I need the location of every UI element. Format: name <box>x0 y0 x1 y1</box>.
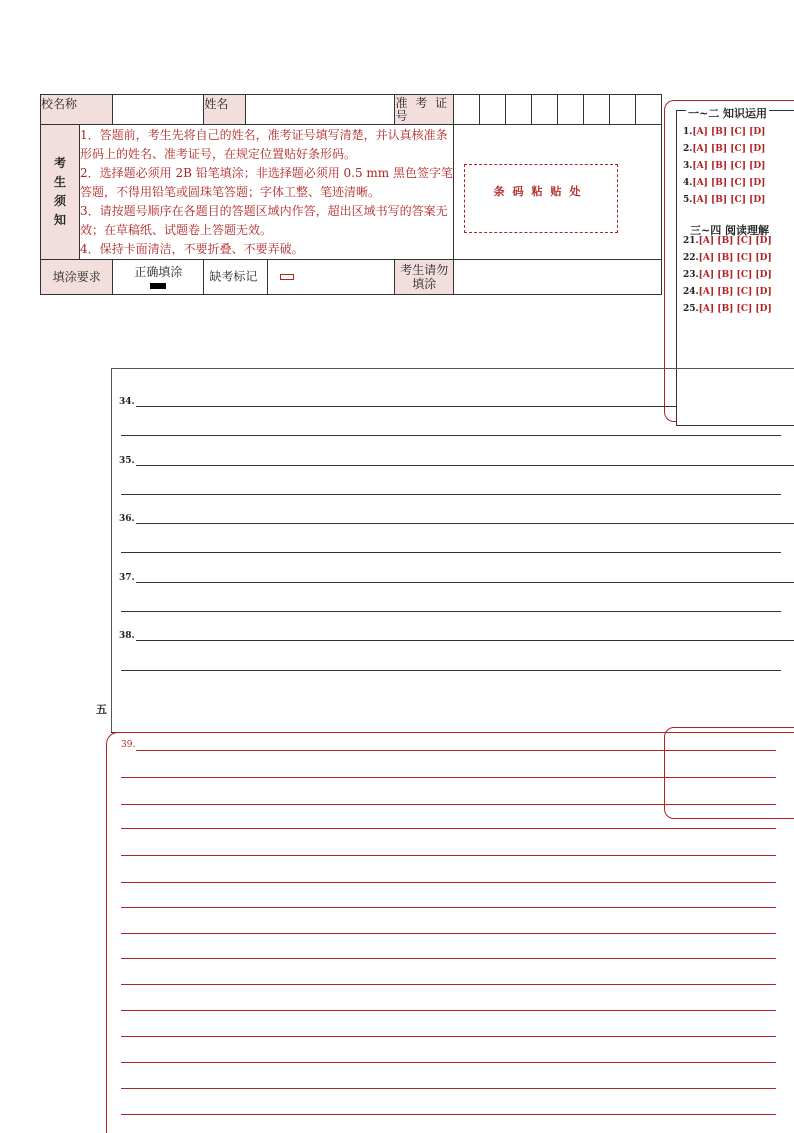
writing-line[interactable] <box>121 1114 776 1115</box>
section5-label: 五 <box>96 703 107 716</box>
name-field[interactable] <box>246 95 395 125</box>
question-number: 36. <box>119 514 135 524</box>
writing-question-number: 39. <box>121 740 136 750</box>
question-number: 34. <box>119 397 135 407</box>
answer-line[interactable] <box>136 406 676 407</box>
choice-item[interactable]: 2.[A] [B] [C] [D] <box>683 144 766 154</box>
admission-digit[interactable] <box>636 95 662 125</box>
writing-line[interactable] <box>121 984 776 985</box>
writing-line[interactable] <box>121 828 776 829</box>
writing-line[interactable] <box>121 855 776 856</box>
note-line: 4．保持卡面清洁，不要折叠、不要弄破。 <box>80 242 304 256</box>
school-label: 校名称 <box>41 95 113 125</box>
writing-line[interactable] <box>121 882 776 883</box>
writing-line[interactable] <box>121 804 776 805</box>
answer-line[interactable] <box>136 523 794 524</box>
admission-digit[interactable] <box>558 95 584 125</box>
section2-title: 三~四 阅读理解 <box>690 224 770 237</box>
writing-line[interactable] <box>121 1062 776 1063</box>
answer-line[interactable] <box>136 582 794 583</box>
no-fill-label: 考生请勿填涂 <box>395 260 454 295</box>
correct-fill-cell <box>113 260 204 295</box>
note-line: 1．答题前，考生先将自己的姓名，准考证号填写清楚，并认真核准条 <box>80 128 448 142</box>
writing-line[interactable] <box>121 1010 776 1011</box>
choice-item[interactable]: 23.[A] [B] [C] [D] <box>683 270 772 280</box>
choice-item[interactable]: 24.[A] [B] [C] [D] <box>683 287 772 297</box>
name-label: 姓名 <box>204 95 246 125</box>
fill-requirement-label: 填涂要求 <box>41 260 113 295</box>
notice-list <box>80 125 454 260</box>
choice-item[interactable]: 21.[A] [B] [C] [D] <box>683 236 772 246</box>
writing-line[interactable] <box>121 1036 776 1037</box>
choice-item[interactable]: 1.[A] [B] [C] [D] <box>683 127 766 137</box>
writing-line[interactable] <box>136 750 776 751</box>
question-number: 37. <box>119 573 135 583</box>
barcode-placeholder: 条码粘贴处 <box>464 164 618 233</box>
filled-mark-icon <box>150 283 166 289</box>
writing-area-corner-frame <box>664 727 794 819</box>
answer-line[interactable] <box>121 435 781 436</box>
notice-title: 考生须知 <box>41 125 80 260</box>
choice-item[interactable]: 25.[A] [B] [C] [D] <box>683 304 772 314</box>
writing-line[interactable] <box>121 933 776 934</box>
absent-label: 缺考标记 <box>209 269 258 284</box>
absent-cell <box>204 260 395 295</box>
writing-line[interactable] <box>121 777 776 778</box>
answer-line[interactable] <box>121 552 781 553</box>
note-line: 答题，不得用铅笔或圆珠笔答题；字体工整、笔迹清晰。 <box>80 185 381 199</box>
question-number: 35. <box>119 456 135 466</box>
section1-title: 一~二 知识运用 <box>688 107 768 120</box>
answer-line[interactable] <box>121 494 781 495</box>
writing-line[interactable] <box>121 907 776 908</box>
choice-item[interactable]: 4.[A] [B] [C] [D] <box>683 178 766 188</box>
blank-cell <box>454 260 662 295</box>
choice-item[interactable]: 22.[A] [B] [C] [D] <box>683 253 772 263</box>
answer-line[interactable] <box>136 640 794 641</box>
correct-fill-label: 正确填涂 <box>134 265 183 279</box>
writing-line[interactable] <box>121 1088 776 1089</box>
answer-area <box>111 368 794 733</box>
question-number: 38. <box>119 631 135 641</box>
note-line: 效；在草稿纸、试题卷上答题无效。 <box>80 223 273 237</box>
admission-digit[interactable] <box>584 95 610 125</box>
admission-digit[interactable] <box>532 95 558 125</box>
writing-line[interactable] <box>121 958 776 959</box>
admission-digit[interactable] <box>610 95 636 125</box>
answer-line[interactable] <box>121 670 781 671</box>
admission-digit[interactable] <box>506 95 532 125</box>
answer-line[interactable] <box>121 611 781 612</box>
choice-item[interactable]: 5.[A] [B] [C] [D] <box>683 195 766 205</box>
note-line: 形码上的姓名、准考证号，在规定位置贴好条形码。 <box>80 147 357 161</box>
admission-digit[interactable] <box>454 95 480 125</box>
admission-digit[interactable] <box>480 95 506 125</box>
answer-line[interactable] <box>136 465 794 466</box>
admission-label: 准 考 证 号 <box>395 95 454 125</box>
absent-mark-box[interactable] <box>280 274 294 280</box>
choice-item[interactable]: 3.[A] [B] [C] [D] <box>683 161 766 171</box>
school-field[interactable] <box>113 95 204 125</box>
note-line: 3．请按题号顺序在各题目的答题区域内作答，超出区域书写的答案无 <box>80 204 448 218</box>
note-line: 2．选择题必须用 2B 铅笔填涂；非选择题必须用 0.5 mm 黑色签字笔 <box>80 166 454 180</box>
